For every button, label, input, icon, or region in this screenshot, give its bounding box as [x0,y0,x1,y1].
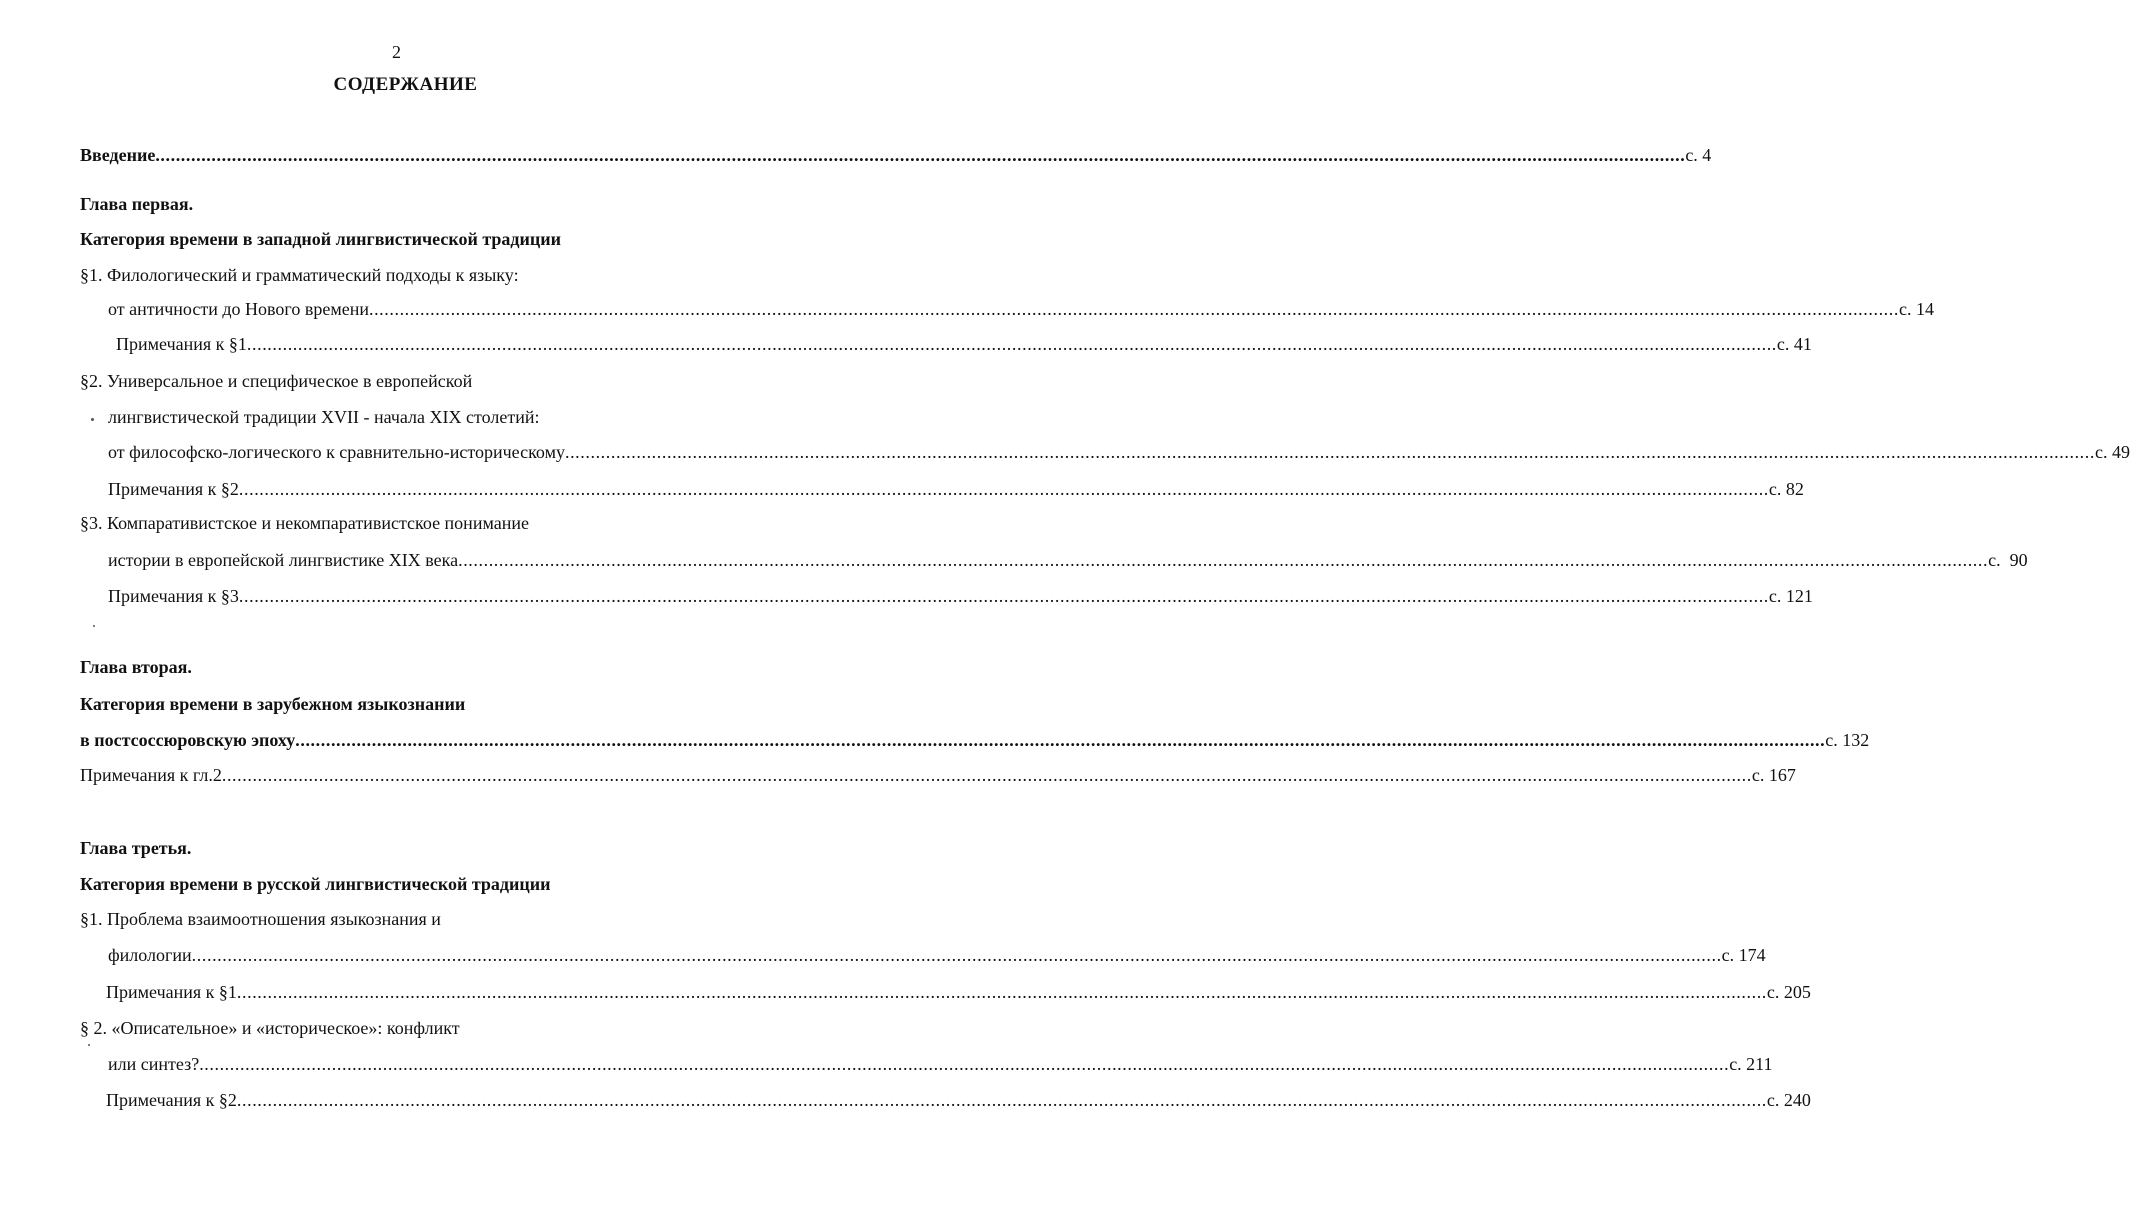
toc-entry-page: с. 121 [1768,586,1813,606]
toc-entry-page: с. 205 [1766,982,1811,1002]
dot-leader: ............................................................................................................................................................................................................................................................................................................ [191,945,1722,965]
toc-entry-label: Примечания к §2 [106,1090,237,1110]
dot-leader: ............................................................................................................................................................................................................................................................................................................ [238,479,1769,499]
chapter2-subtitle: Категория времени в зарубежном языкознании [80,694,466,714]
toc-entry-label: от философско-логического к сравнительно-историческому [108,442,565,462]
chapter1-title: Глава первая. [80,194,194,214]
dot-leader: ............................................................................................................................................................................................................................................................................................................ [221,765,1752,785]
toc-entry-page: с. 211 [1729,1054,1773,1074]
toc-entry-label: Примечания к §3 [108,586,239,606]
chapter1-subtitle: Категория времени в западной лингвистической традиции [80,229,561,249]
dot-leader: ............................................................................................................................................................................................................................................................................................................ [295,730,1826,750]
toc-entry-label: истории в европейской лингвистике XIX века [108,550,459,570]
toc-entry-label: в постсоссюровскую эпоху [80,730,296,750]
toc-entry-ch3-s2-notes [106,1089,1811,1111]
dot-leader: ............................................................................................................................................................................................................................................................................................................ [458,550,1989,570]
toc-entry-ch1-s1-notes [116,333,1812,355]
toc-entry-label: или синтез? [108,1054,200,1074]
toc-entry-ch1-s3 [108,549,2028,571]
dot-leader: ............................................................................................................................................................................................................................................................................................................ [564,442,2095,462]
scan-speck [88,1044,90,1046]
toc-entry-ch1-s2 [108,441,2130,463]
dot-leader: ............................................................................................................................................................................................................................................................................................................ [238,586,1769,606]
ch1-s1-line1: §1. Филологический и грамматический подходы к языку: [80,265,519,285]
dot-leader: ............................................................................................................................................................................................................................................................................................................ [236,1090,1767,1110]
toc-entry-ch1-s2-notes [108,478,1804,500]
toc-entry-page: с. 240 [1766,1090,1811,1110]
page-title: СОДЕРЖАНИЕ [333,74,478,95]
chapter3-title: Глава третья. [80,838,192,858]
chapter2-title: Глава вторая. [80,657,192,677]
dot-leader: ............................................................................................................................................................................................................................................................................................................ [199,1054,1730,1074]
toc-entry-ch3-s1-notes [106,981,1811,1003]
toc-entry-label: филологии [108,945,192,965]
toc-entry-page: с. 132 [1825,730,1870,750]
ch3-s1-line1: §1. Проблема взаимоотношения языкознания и [80,909,441,929]
toc-entry-page: с. 4 [1685,145,1712,165]
ch1-s2-line1: §2. Универсальное и специфическое в европейской [80,371,473,391]
dot-leader: ............................................................................................................................................................................................................................................................................................................ [155,145,1686,165]
toc-entry-page: с. 90 [1988,550,2028,570]
dot-leader: ............................................................................................................................................................................................................................................................................................................ [236,982,1767,1002]
toc-entry-ch1-s1 [108,298,1934,320]
toc-entry-page: с. 174 [1721,945,1766,965]
toc-entry-page: с. 49 [2094,442,2130,462]
toc-entry-ch3-s1 [108,944,1766,966]
chapter3-subtitle: Категория времени в русской лингвистической традиции [80,874,551,894]
toc-entry-label: Примечания к гл.2 [80,765,222,785]
toc-entry-label: Примечания к §2 [108,479,239,499]
dot-leader: ............................................................................................................................................................................................................................................................................................................ [368,299,1899,319]
toc-entry-page: с. 14 [1898,299,1934,319]
scan-speck [91,418,94,421]
toc-entry-label: Введение [80,145,156,165]
toc-entry-label: от античности до Нового времени [108,299,369,319]
toc-entry-ch2-notes [80,764,1796,786]
ch1-s3-line1: §3. Компаративистское и некомпаративистское понимание [80,513,529,533]
toc-entry-intro [80,144,1712,166]
toc-entry-page: с. 41 [1776,334,1812,354]
toc-entry-page: с. 82 [1768,479,1804,499]
toc-entry-ch2 [80,729,1870,751]
toc-entry-label: Примечания к §1 [116,334,247,354]
toc-entry-label: Примечания к §1 [106,982,237,1002]
ch3-s2-line1: § 2. «Описательное» и «историческое»: конфликт [80,1018,460,1038]
dot-leader: ............................................................................................................................................................................................................................................................................................................ [246,334,1777,354]
page-number: 2 [392,42,401,62]
toc-entry-ch1-s3-notes [108,585,1813,607]
scan-speck [93,625,95,627]
toc-entry-page: с. 167 [1751,765,1796,785]
ch1-s2-line2: лингвистической традиции XVII - начала XIX столетий: [108,407,540,427]
toc-entry-ch3-s2 [108,1053,1773,1075]
